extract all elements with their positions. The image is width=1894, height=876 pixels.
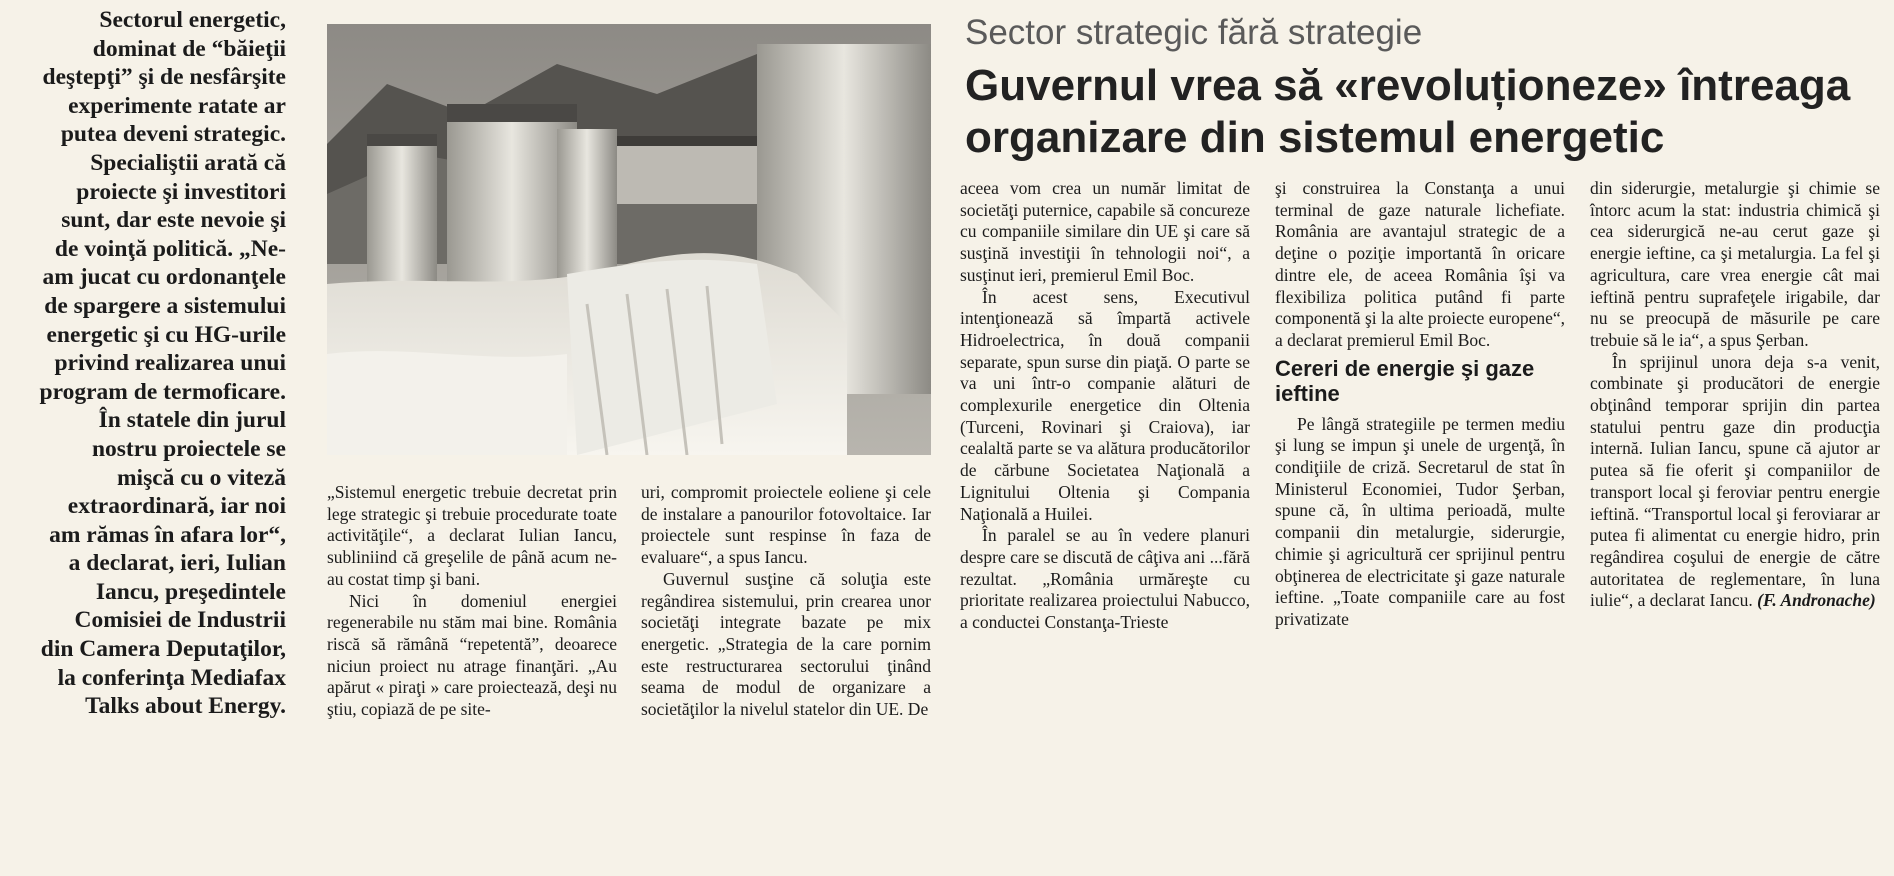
byline: (F. Andronache) (1757, 590, 1876, 611)
article-column-4 (1275, 178, 1565, 631)
article-kicker: Sector strategic fără strategie (965, 13, 1423, 52)
paragraph (1590, 352, 1880, 612)
paragraph: uri, compromit proiectele eoliene şi cele de instalare a panourilor fotovoltaice. Iar proiectele sunt respinse în faza de evaluare“, a spus Iancu. (641, 482, 931, 568)
article-column-1 (327, 482, 617, 721)
headline-line-2: organizare din sistemul energetic (965, 113, 1665, 162)
paragraph: În acest sens, Executivul intenţionează să împartă activele Hidroelectrica, în două companii separate, spun surse din piaţă. O parte se va uni într-o companie alături de complexurile energetice din Oltenia (Turceni, Rovinari şi Craiova), iar cealaltă parte se va alătura producătorilor de cărbune Societatea Naţională a Lignitului Oltenia şi Compania Naţională a Huilei. (960, 286, 1250, 524)
paragraph: În paralel se au în vedere planuri despre care se discută de câţiva ani ...fără rezultat. „România urmăreşte cu prioritate realizarea proiectului Nabucco, a conductei Constanţa-Trieste (960, 525, 1250, 633)
article-column-2 (641, 482, 931, 721)
paragraph-text: În sprijinul unora deja s-a venit, combinate şi producători de energie obţinând temporar sprijin din partea statului pentru gaze din producţia internă. Iulian Iancu, spune că ajutor ar putea să fie oferit şi companiilor de transport local şi feroviar pentru energie ieftină. “Transportul local şi feroviarar ar putea fi alimentat cu energie hidro, prin regândirea coşului de energie de către autoritatea de reglementare, în luna iulie“, a declarat Iancu. (1590, 351, 1880, 611)
article-lead: Sectorul energetic, dominat de “băieţii deştepţi” şi de nesfârşite experimente ratate ar putea deveni strategic. Specialiştii arată că proiecte şi investitori sunt, dar este nevoie şi de voinţă politică. „Ne-am jucat cu ordonanţele de spargere a sistemului energetic şi cu HG-urile privind realizarea unui program de termoficare. În statele din jurul nostru proiectele se mişcă cu o viteză extraordinară, iar noi am rămas în afara lor“, a declarat, ieri, Iulian Iancu, preşedintele Comisiei de Industrii din Camera Deputaţilor, la conferinţa Mediafax Talks about Energy. (39, 7, 286, 720)
paragraph: aceea vom crea un număr limitat de societăţi puternice, capabile să concureze cu companiile similare din UE şi care să susţină investiţii în tehnologii noi“, a susţinut ieri, premierul Emil Boc. (960, 178, 1250, 285)
hydro-dam-photo-icon (327, 24, 931, 455)
article-column-5 (1590, 178, 1880, 612)
paragraph: Guvernul susţine că soluţia este regândirea sistemului, prin crearea unor societăţi integrate bazate pe mix energetic. „Strategia de la care pornim este restructurarea sectorului ţinând seama de modul de organizare a societăţilor la nivelul statelor din UE. De (641, 568, 931, 720)
paragraph: „Sistemul energetic trebuie decretat prin lege strategic şi trebuie procedurate toate activităţile“, a declarat Iulian Iancu, subliniind că greşelile de până acum ne-au costat timp şi bani. (327, 482, 617, 589)
headline-line-1: Guvernul vrea să «revoluționeze» întreaga (965, 61, 1851, 110)
paragraph: şi construirea la Constanţa a unui terminal de gaze naturale lichefiate. România are avantajul strategic de a deţine o poziţie importantă în oricare dintre ele, de aceea România îşi va flexibiliza politica putând fi parte componentă şi la alte proiecte europene“, a declarat premierul Emil Boc. (1275, 178, 1565, 350)
paragraph: Nici în domeniul energiei regenerabile nu stăm mai bine. România riscă să rămână “repetentă”, deoarece niciun proiect nu atrage finanţări. „Au apărut « piraţi » care proiectează, deşi nu ştiu, copiază de pe site- (327, 590, 617, 720)
paragraph: din siderurgie, metalurgie şi chimie se întorc acum la stat: industria chimică şi cea siderurgică ne-au cerut gaze şi energie ieftine, ca şi metalurgia. La fel şi agricultura, care vrea energie cât mai ieftină pentru suprafeţele irigabile, dar nu se preocupă de măsurile pe care trebuie să le ia“, a spus Şerban. (1590, 178, 1880, 350)
paragraph: Pe lângă strategiile pe termen mediu şi lung se impun şi unele de urgenţă, în condiţiile de criză. Secretarul de stat în Ministerul Economiei, Tudor Şerban, spune că, în ultima perioadă, multe companii din metalurgie, siderurgie, chimie şi agricultură cer sprijinul pentru obţinerea de electricitate şi gaze naturale ieftine. „Toate companiile care au fost privatizate (1275, 413, 1565, 629)
article-headline (965, 60, 1885, 164)
dam-photo (327, 24, 931, 455)
section-subheading: Cereri de energie şi gaze ieftine (1275, 355, 1535, 406)
article-column-3 (960, 178, 1250, 634)
